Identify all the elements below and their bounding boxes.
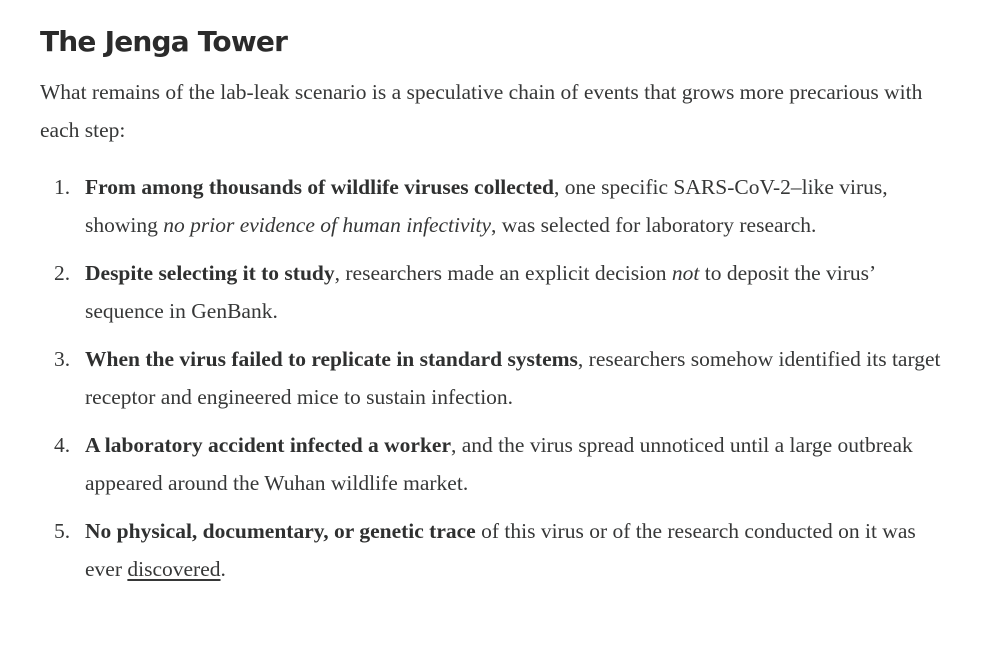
list-item-bold-text: When the virus failed to replicate in standard systems <box>85 347 578 371</box>
list-item-text: of this virus or of the research conducted on it was ever <box>85 519 916 581</box>
list-item-number: 1. <box>54 175 71 199</box>
list-item-bold-text: No physical, documentary, or genetic trace <box>85 519 476 543</box>
list-item <box>40 168 951 244</box>
list-item-text: , and the virus spread unnoticed until a large outbreak appeared around the Wuhan wildlife market. <box>85 433 913 495</box>
list-item-italic-text: not <box>671 261 700 285</box>
list-item-text: to deposit the virus’ sequence in GenBank. <box>85 261 875 323</box>
list-item-number: 2. <box>54 261 71 285</box>
list-item-text: . <box>220 557 226 581</box>
list-item-text: , was selected for laboratory research. <box>491 213 817 237</box>
list-item-bold-text: A laboratory accident infected a worker <box>85 433 452 457</box>
list-item <box>40 512 951 588</box>
article-heading: The Jenga Tower <box>40 25 288 58</box>
list-item-bold-text: Despite selecting it to study <box>85 261 335 285</box>
list-item <box>40 426 951 502</box>
event-chain-list <box>40 168 951 588</box>
list-item-number: 4. <box>54 433 71 457</box>
list-item <box>40 340 951 416</box>
list-item-text: , researchers somehow identified its target receptor and engineered mice to sustain infection. <box>85 347 941 409</box>
list-item-italic-text: no prior evidence of human infectivity <box>163 213 492 237</box>
list-item-bold-text: From among thousands of wildlife viruses collected <box>85 175 555 199</box>
list-item-number: 5. <box>54 519 71 543</box>
list-item <box>40 254 951 330</box>
list-item-number: 3. <box>54 347 71 371</box>
intro-paragraph: What remains of the lab-leak scenario is a speculative chain of events that grows more precarious with each step: <box>40 80 923 142</box>
discovered-link[interactable]: discovered <box>127 557 221 581</box>
list-item-text: , researchers made an explicit decision <box>334 261 672 285</box>
list-item-text: , one specific SARS-CoV-2–like virus, showing <box>85 175 888 237</box>
